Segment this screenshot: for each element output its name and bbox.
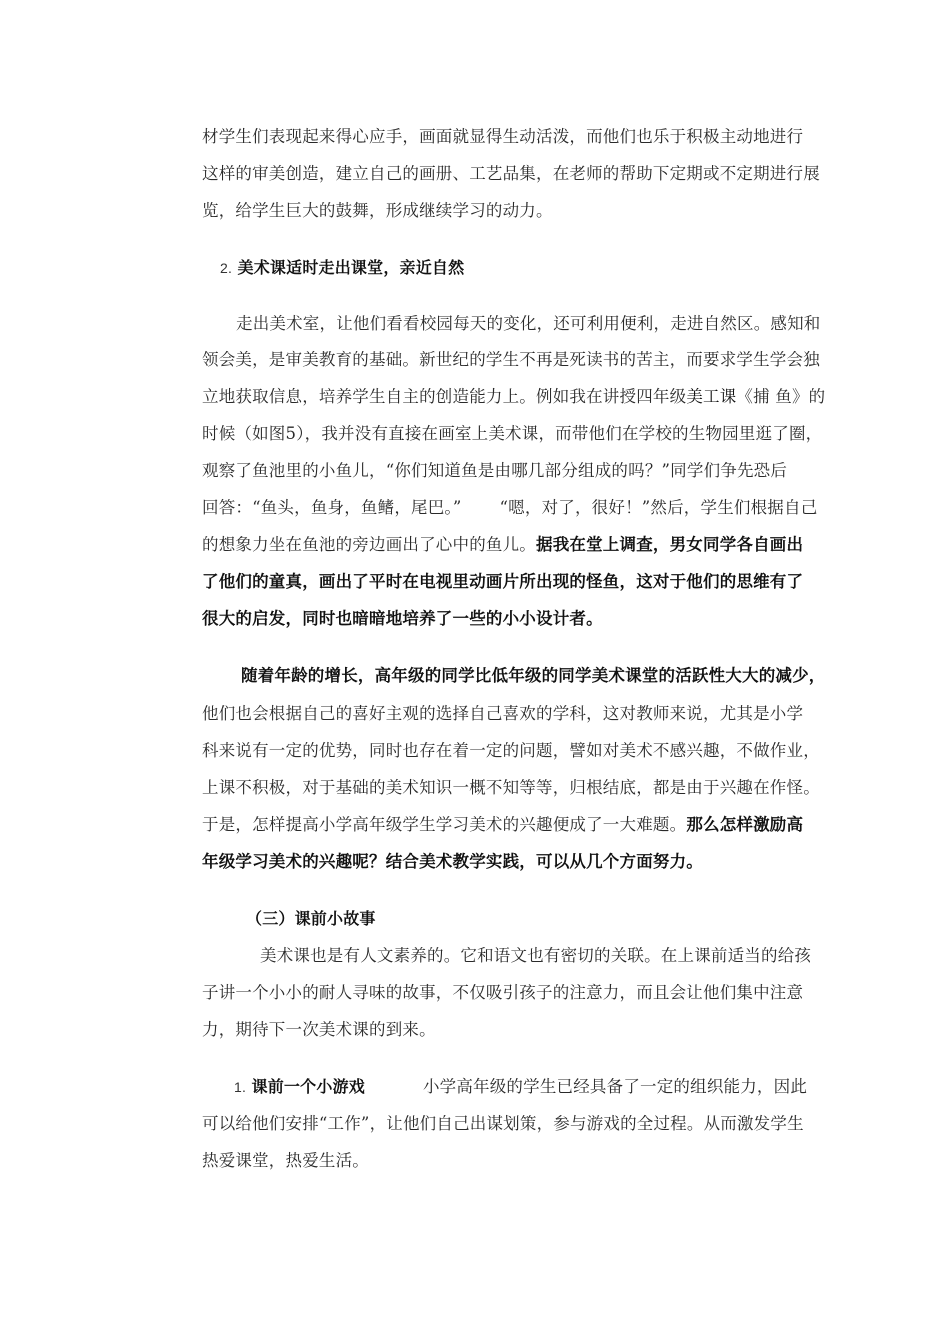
paragraph-line: 力，期待下一次美术课的到来。 <box>202 1020 436 1039</box>
paragraph-line: 上课不积极，对于基础的美术知识一概不知等等，归根结底，都是由于兴趣在作怪。 <box>202 778 820 797</box>
text-span: 那么怎样激励高 <box>686 815 804 834</box>
paragraph-line: 走出美术室，让他们看看校园每天的变化，还可利用便利，走进自然区。感知和 <box>236 314 821 333</box>
text-span: “嗯，对了，很好！”然后，学生们根据自己 <box>499 498 818 517</box>
paragraph-line <box>202 815 803 835</box>
paragraph-line: 领会美，是审美教育的基础。新世纪的学生不再是死读书的苦主，而要求学生学会独 <box>202 350 820 369</box>
text-span: 立地获取信息，培养学生自主的创造能力上。例如我在讲授四年级 <box>202 387 687 406</box>
text-span: 的想象力坐在鱼池的旁边画出了心中的鱼儿。 <box>202 535 536 554</box>
paragraph-line: 很大的启发，同时也暗暗地培养了一些的小小设计者。 <box>202 609 603 628</box>
paragraph-line: 览，给学生巨大的鼓舞，形成继续学习的动力。 <box>202 201 553 220</box>
text-span: 回答：“鱼头，鱼身，鱼鳍，尾巴。” <box>202 498 462 517</box>
paragraph-line: 美术课也是有人文素养的。它和语文也有密切的关联。在上课前适当的给孩 <box>260 946 812 965</box>
paragraph-line: 子讲一个小小的耐人寻味的故事，不仅吸引孩子的注意力，而且会让他们集中注意 <box>202 983 804 1002</box>
paragraph-line: 了他们的童真，画出了平时在电视里动画片所出现的怪鱼，这对于他们的思维有了 <box>202 572 804 591</box>
paragraph-line: 年级学习美术的兴趣呢？结合美术教学实践，可以从几个方面努力。 <box>202 852 703 871</box>
section-number: 1. <box>234 1079 247 1095</box>
paragraph-line: 这样的审美创造，建立自己的画册、工艺品集，在老师的帮助下定期或不定期进行展 <box>202 164 820 183</box>
text-span: 《捕 鱼》的 <box>736 387 826 406</box>
paragraph-line: 他们也会根据自己的喜好主观的选择自己喜欢的学科，这对教师来说，尤其是小学 <box>202 704 804 723</box>
text-span: 美工课 <box>686 387 737 406</box>
paragraph-line: 可以给他们安排“工作”，让他们自己出谋划策，参与游戏的全过程。从而激发学生 <box>202 1114 804 1133</box>
section-title: 课前一个小游戏 <box>251 1077 365 1096</box>
section-title: 美术课适时走出课堂，亲近自然 <box>237 258 465 277</box>
paragraph-line: 热爱课堂，热爱生活。 <box>202 1151 369 1170</box>
paragraph-line: 随着年龄的增长，高年级的同学比低年级的同学美术课堂的活跃性大大的减少， <box>241 666 826 685</box>
paragraph-line: 材学生们表现起来得心应手，画面就显得生动活泼，而他们也乐于积极主动地进行 <box>202 127 804 146</box>
paragraph-line: 时候（如图5），我并没有直接在画室上美术课，而带他们在学校的生物园里逛了圈， <box>202 424 823 443</box>
section-heading: （三）课前小故事 <box>246 909 376 928</box>
text-span: 于是，怎样提高小学高年级学生学习美术的兴趣便成了一大难题。 <box>202 815 687 834</box>
paragraph-line: 观察了鱼池里的小鱼儿，“你们知道鱼是由哪几部分组成的吗？”同学们争先恐后 <box>202 461 788 480</box>
paragraph-line <box>202 498 817 518</box>
section-heading <box>220 258 464 278</box>
section-number: 2. <box>220 260 233 276</box>
paragraph-line <box>202 387 825 407</box>
text-span: 小学高年级的学生已经具备了一定的组织能力，因此 <box>422 1077 808 1096</box>
paragraph-line: 科来说有一定的优势，同时也存在着一定的问题，譬如对美术不感兴趣，不做作业， <box>202 741 820 760</box>
section-heading <box>234 1077 807 1097</box>
text-span: 据我在堂上调查，男女同学各自画出 <box>536 535 804 554</box>
paragraph-line <box>202 535 803 555</box>
